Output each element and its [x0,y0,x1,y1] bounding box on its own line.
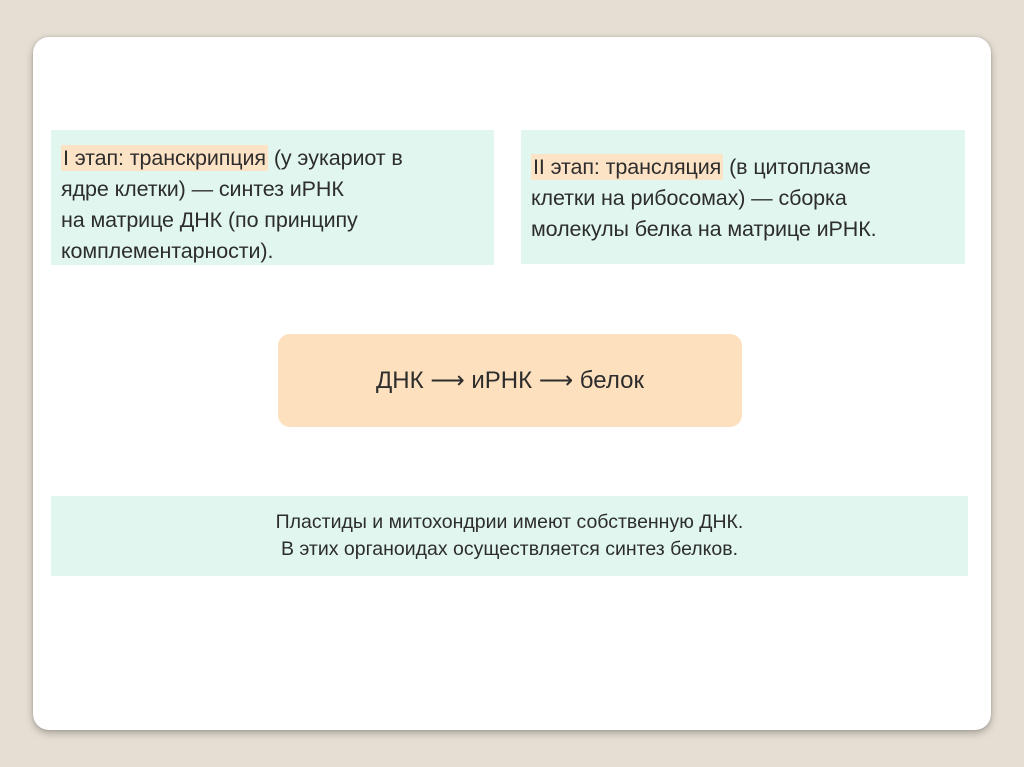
stage-2-line-2: клетки на рибосомах) — сборка [531,186,847,210]
stage-1-line-1: (у эукариот в [267,146,403,170]
stage-2-text [531,152,965,245]
stage-2-box [521,130,965,264]
stage-1-title: I этап: транскрипция [63,146,266,170]
stage-1-line-4: комплементарности). [61,239,274,263]
stage-1-box [51,130,494,265]
stage-1-line-2: ядре клетки) — синтез иРНК [61,177,344,201]
note-line-1: Пластиды и митохондрии имеют собственную ДНК. [275,511,744,533]
stage-2-line-3: молекулы белка на матрице иРНК. [531,217,877,241]
stage-1-text [61,143,494,267]
note-box [51,496,968,576]
slide [33,37,991,730]
stage-2-line-1: (в цитоплазме [723,155,871,179]
stage-1-line-3: на матрице ДНК (по принципу [61,208,358,232]
flow-box [278,334,742,427]
flow-text: ДНК ⟶ иРНК ⟶ белок [376,367,644,394]
stage-2-title: II этап: трансляция [533,155,722,179]
note-line-2: В этих органоидах осуществляется синтез белков. [280,538,739,560]
